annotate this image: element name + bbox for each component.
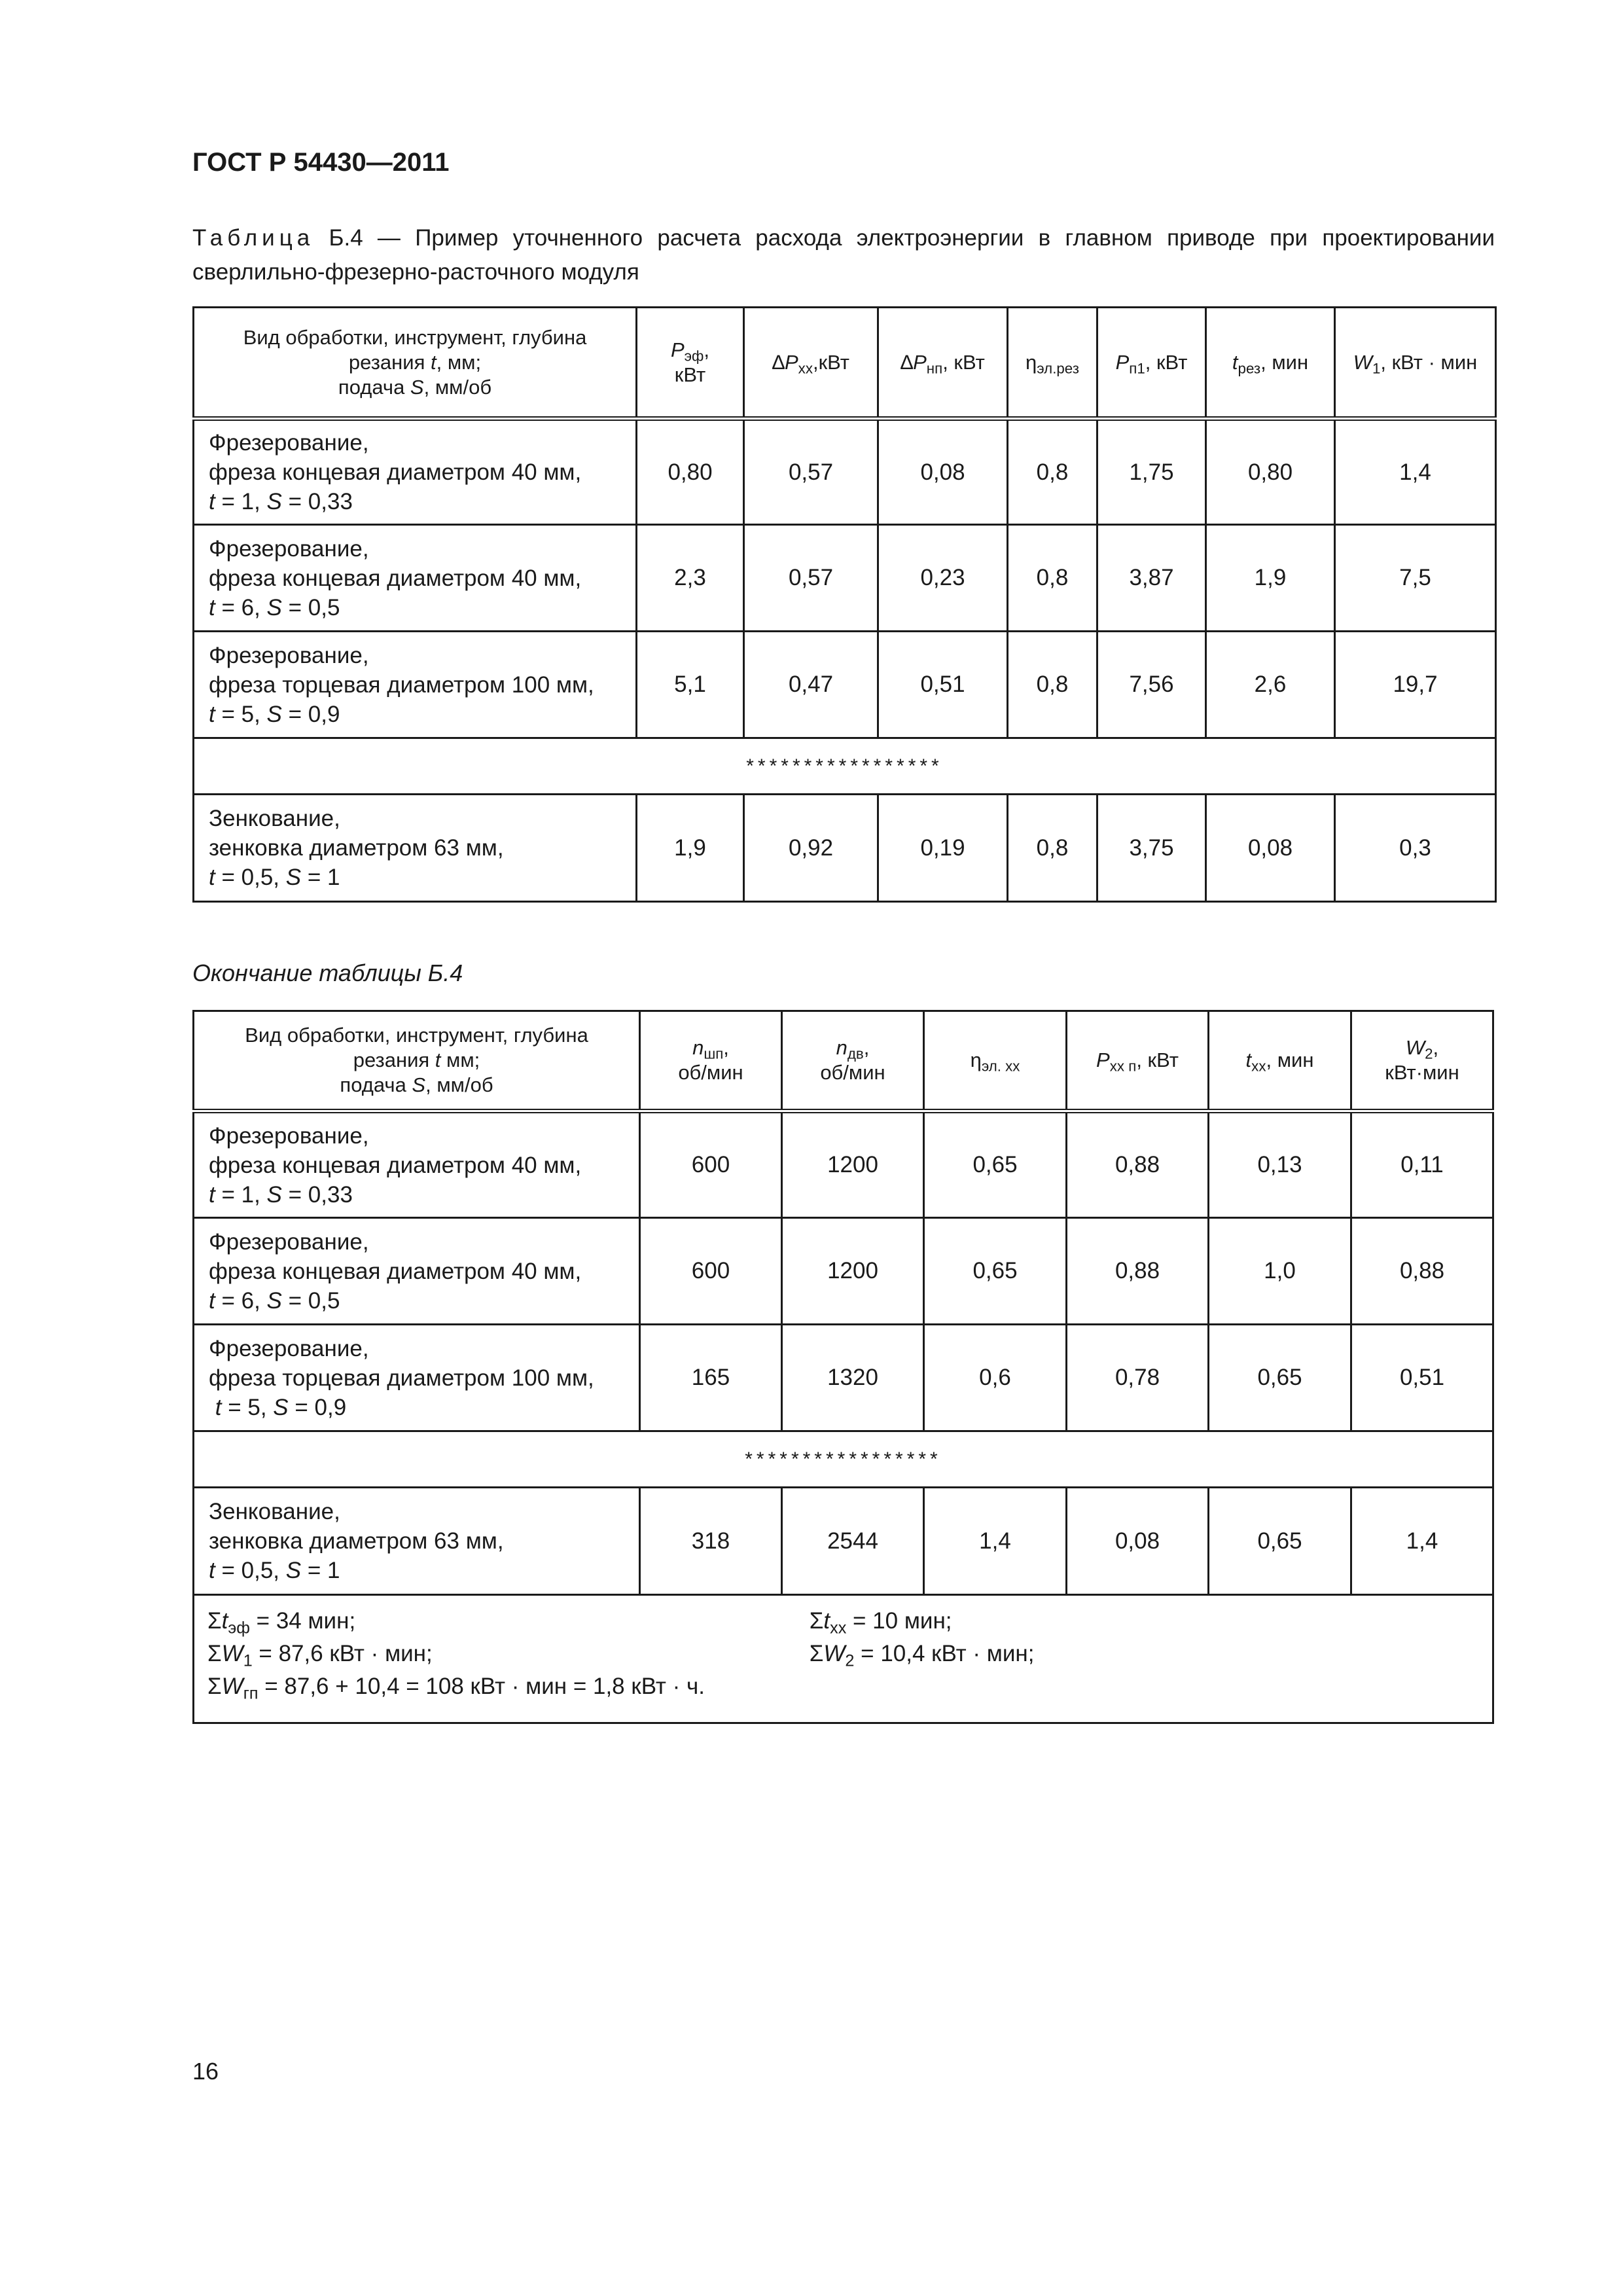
value-cell: 0,65 [1209,1325,1351,1431]
col-header-operation: Вид обработки, инструмент, глубина резания t, мм; подача S, мм/об [194,308,637,419]
operation-cell: Фрезерование, фреза концевая диаметром 40 мм, t = 1, S = 0,33 [194,1111,640,1218]
value-cell: 0,3 [1335,795,1496,902]
col-header-eta-xx: $\eta_{эл. хх}$ [924,1011,1067,1111]
value-cell: 7,5 [1335,525,1496,632]
value-cell: 1320 [782,1325,924,1431]
value-cell: 0,8 [1008,525,1097,632]
col-header-t-xx: $t_{хх}$, мин [1209,1011,1351,1111]
sum-t-xx: $\Sigma t_{хх} = 10$ мин; [809,1608,952,1638]
value-cell: 0,8 [1008,419,1097,525]
col-header-n-shp: $n_{шп}$, об/мин [640,1011,782,1111]
value-cell: 0,65 [924,1218,1067,1325]
value-cell: 0,65 [1209,1488,1351,1595]
value-cell: 0,11 [1351,1111,1493,1218]
sum-w2: $\Sigma W_2 = 10,4$ кВт · мин; [809,1641,1035,1670]
value-cell: 1,0 [1209,1218,1351,1325]
value-cell: 7,56 [1097,632,1206,738]
value-cell: 19,7 [1335,632,1496,738]
operation-cell: Фрезерование, фреза торцевая диаметром 100 мм, t = 5, S = 0,9 [194,632,637,738]
sum-w1: $\Sigma W_1 = 87,6$ кВт · мин; [207,1641,433,1670]
col-header-w1: $W_1$, кВт · мин [1335,308,1496,419]
table-row [194,419,1496,525]
ellipsis-row [194,1431,1493,1488]
value-cell: 318 [640,1488,782,1595]
table-caption-label: Таблица [192,225,315,251]
value-cell: 2,6 [1206,632,1335,738]
table-caption-text: Б.4 — Пример уточненного расчета расхода электроэнергии в главном приводе при проектировании сверлильно-фрезерно-расточного модуля [192,225,1495,285]
value-cell: 1200 [782,1218,924,1325]
value-cell: 1,4 [1335,419,1496,525]
value-cell: 0,08 [878,419,1008,525]
value-cell: 600 [640,1218,782,1325]
table-row [194,632,1496,738]
value-cell: 0,51 [1351,1325,1493,1431]
omitted-rows-marker: ***************** [194,1431,1493,1488]
document-header: ГОСТ Р 54430—2011 [192,148,450,177]
ellipsis-row [194,738,1496,795]
value-cell: 0,8 [1008,632,1097,738]
sum-t-ef: $\Sigma t_{эф} = 34$ мин; [207,1608,356,1638]
col-header-eta-rez: $\eta_{эл.рез}$ [1008,308,1097,419]
operation-cell: Фрезерование, фреза концевая диаметром 40 мм, t = 6, S = 0,5 [194,1218,640,1325]
operation-cell: Зенкование, зенковка диаметром 63 мм, t = 0,5, S = 1 [194,1488,640,1595]
table-caption [192,221,1495,289]
value-cell: 0,23 [878,525,1008,632]
col-header-dp-xx: $\Delta P_{хх},кВт$ [744,308,878,419]
operation-cell: Фрезерование, фреза торцевая диаметром 100 мм, t = 5, S = 0,9 [194,1325,640,1431]
value-cell: 2,3 [637,525,744,632]
table-row [194,1218,1493,1325]
col-header-w2: $W_2$, кВт·мин [1351,1011,1493,1111]
value-cell: 0,13 [1209,1111,1351,1218]
value-cell: 1200 [782,1111,924,1218]
value-cell: 0,8 [1008,795,1097,902]
value-cell: 0,88 [1067,1218,1209,1325]
value-cell: 1,4 [1351,1488,1493,1595]
value-cell: 0,08 [1067,1488,1209,1595]
table-row [194,795,1496,902]
table-row [194,525,1496,632]
value-cell: 2544 [782,1488,924,1595]
value-cell: 165 [640,1325,782,1431]
table-b4-part2 [192,1010,1494,1724]
operation-cell: Зенкование, зенковка диаметром 63 мм, t = 0,5, S = 1 [194,795,637,902]
value-cell: 0,08 [1206,795,1335,902]
continuation-caption: Окончание таблицы Б.4 [192,960,463,986]
omitted-rows-marker: ***************** [194,738,1496,795]
table-b4-part1 [192,306,1497,903]
value-cell: 0,57 [744,419,878,525]
table-row [194,1325,1493,1431]
summary-cell [194,1595,1493,1723]
col-header-dp-np: $\Delta P_{нп}$, кВт [878,308,1008,419]
col-header-t-rez: $t_{рез}$, мин [1206,308,1335,419]
value-cell: 0,65 [924,1111,1067,1218]
page-number: 16 [192,2058,219,2085]
value-cell: 0,19 [878,795,1008,902]
value-cell: 0,88 [1351,1218,1493,1325]
value-cell: 0,51 [878,632,1008,738]
value-cell: 3,87 [1097,525,1206,632]
value-cell: 0,88 [1067,1111,1209,1218]
col-header-operation: Вид обработки, инструмент, глубина резания t мм; подача S, мм/об [194,1011,640,1111]
value-cell: 5,1 [637,632,744,738]
value-cell: 600 [640,1111,782,1218]
value-cell: 1,4 [924,1488,1067,1595]
value-cell: 0,80 [637,419,744,525]
value-cell: 0,78 [1067,1325,1209,1431]
col-header-p-p1: $P_{п1}$, кВт [1097,308,1206,419]
value-cell: 3,75 [1097,795,1206,902]
value-cell: 0,47 [744,632,878,738]
value-cell: 0,92 [744,795,878,902]
table-row [194,1488,1493,1595]
table-row [194,1111,1493,1218]
value-cell: 0,57 [744,525,878,632]
operation-cell: Фрезерование, фреза концевая диаметром 40 мм, t = 6, S = 0,5 [194,525,637,632]
operation-cell: Фрезерование, фреза концевая диаметром 40 мм, t = 1, S = 0,33 [194,419,637,525]
value-cell: 0,80 [1206,419,1335,525]
value-cell: 0,6 [924,1325,1067,1431]
col-header-p-xx: $P_{хх п}$, кВт [1067,1011,1209,1111]
value-cell: 1,9 [637,795,744,902]
summary-row [194,1595,1493,1723]
col-header-n-dv: $n_{дв}$, об/мин [782,1011,924,1111]
value-cell: 1,75 [1097,419,1206,525]
col-header-p-ef: $P_{эф}$, кВт [637,308,744,419]
value-cell: 1,9 [1206,525,1335,632]
sum-w-gp: $\Sigma W_{гп} = 87,6 + 10,4 = 108$ кВт · мин = 1,8 кВт · ч. [207,1674,705,1703]
